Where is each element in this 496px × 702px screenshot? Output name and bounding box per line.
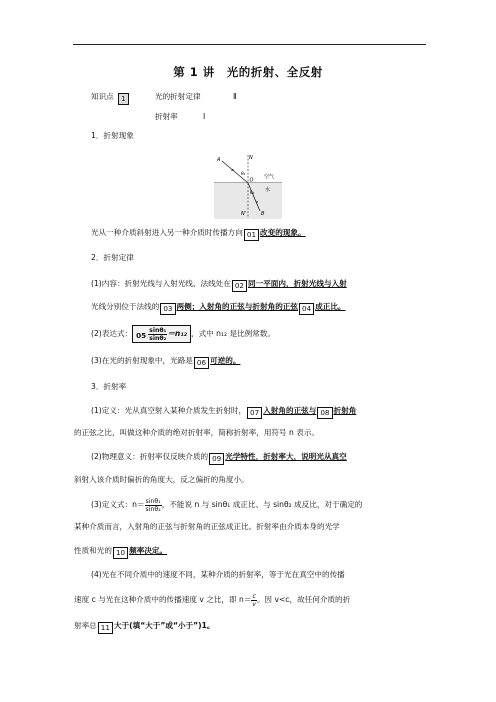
header-rule: [73, 44, 426, 45]
section-1-heading: 1．折射现象: [91, 131, 134, 140]
blank-number: 08: [317, 407, 332, 419]
answer-text: 两侧；入射角的正弦与折射角的正弦: [176, 302, 298, 311]
label-water: 水: [265, 187, 271, 193]
fraction: [148, 327, 167, 342]
knowledge-level-1: Ⅱ: [233, 92, 237, 101]
text: (1)定义：光从真空射入某种介质发生折射时，: [91, 406, 247, 415]
text: (3)在光的折射现象中，光路是: [91, 356, 193, 365]
knowledge-index: 1: [118, 93, 129, 105]
knowledge-point-line: [91, 92, 130, 105]
text: (3)定义式：n＝: [91, 500, 145, 509]
paragraph-meaning-line-2: 斜射入该介质时偏折的角度大，反之偏折的角度小。: [74, 475, 249, 484]
numerator: sinθ₁: [145, 497, 161, 505]
knowledge-label: 知识点: [91, 92, 114, 101]
answer-text: 频率决定。: [129, 546, 168, 555]
text: (2)物理意义：折射率仅反映介质的: [91, 452, 209, 461]
knowledge-level-2: Ⅰ: [203, 112, 206, 121]
label-theta1: θ₁: [241, 172, 246, 177]
paragraph-reversible: [91, 356, 240, 369]
formula-box: [132, 325, 191, 343]
paragraph-speed-line-3: [74, 621, 214, 634]
knowledge-item-2: 折射率: [155, 112, 178, 121]
equation-rhs: ＝n₁₂: [167, 329, 187, 338]
answer-text: 同一平面内，折射光线与入射: [248, 279, 347, 288]
label-O: O: [249, 177, 254, 184]
answer-text: 改变的现象。: [260, 228, 306, 237]
text: 速度 c 与光在这种介质中的传播速度 v 之比，即 n＝: [74, 595, 252, 604]
text: (1)内容：折射光线与入射光线、法线处在: [91, 279, 231, 288]
label-air: 空气: [264, 174, 275, 180]
blank-number: 10: [113, 547, 128, 559]
answer-text: 折射角: [333, 406, 357, 415]
blank-number: 09: [209, 453, 224, 465]
paragraph-formula-line-1: [91, 497, 362, 513]
paragraph-formula-line-2: 某种介质而言，入射角的正弦与折射角的正弦成正比。折射率由介质本身的光学: [74, 522, 340, 531]
text: 光从一种介质斜射进入另一种介质时传播方向: [91, 228, 243, 237]
numerator: sinθ₁: [149, 326, 167, 334]
section-2-heading: 2．折射定律: [91, 253, 134, 262]
denominator: sinθ₂: [145, 505, 161, 513]
lesson-title: 第 1 讲 光的折射、全反射: [173, 65, 323, 79]
text: 性质和光的: [74, 546, 112, 555]
paragraph-law-line-1: [91, 279, 347, 292]
text: 。因 v<c，故任何介质的折: [256, 595, 351, 604]
paragraph-refraction-phenomenon: [91, 228, 306, 241]
paragraph-expression: [91, 325, 275, 343]
text: 射率总: [74, 621, 97, 630]
denominator: sinθ₂: [149, 334, 167, 342]
paragraph-formula-line-3: [74, 546, 167, 559]
answer-text: 可逆的。: [210, 356, 241, 365]
paragraph-definition-line-1: [91, 406, 356, 419]
blank-number: 11: [98, 622, 113, 634]
paragraph-definition-line-2: 的正弦之比，叫做这种介质的绝对折射率，简称折射率，用符号 n 表示。: [74, 428, 320, 437]
blank-number: 04: [299, 303, 314, 315]
blank-number: 01: [244, 229, 259, 241]
paragraph-speed-line-2: [74, 592, 350, 608]
section-3-heading: 3．折射率: [91, 382, 127, 391]
answer-text: 光学特性，折射率大，说明光从真空: [225, 452, 347, 461]
paragraph-speed-line-1: (4)光在不同介质中的速度不同，某种介质的折射率，等于光在真空中的传播: [91, 570, 345, 579]
label-B: B: [261, 211, 265, 217]
label-theta2: θ₂: [250, 191, 255, 196]
knowledge-item-1: [155, 92, 201, 102]
blank-number: 06: [194, 357, 209, 369]
answer-text: 成正比。: [315, 302, 346, 311]
paragraph-meaning-line-1: [91, 452, 347, 465]
answer-text: 入射角的正弦与: [263, 406, 317, 415]
blank-number: 02: [232, 280, 247, 292]
denominator: v: [252, 600, 256, 608]
label-N-prime: N': [241, 211, 247, 217]
text: 光线分别位于法线的: [91, 302, 160, 311]
answer-text: 大于(填“大于”或“小于”)1。: [113, 621, 215, 630]
label-N: N: [249, 155, 253, 161]
text: ，不能说 n 与 sinθ₁ 成正比、与 sinθ₂ 成反比，对于确定的: [161, 500, 363, 509]
numerator: c: [252, 592, 256, 600]
fraction: [145, 498, 162, 513]
label-A: A: [217, 157, 221, 163]
knowledge-item-1-text: 光的折射定律: [155, 92, 201, 101]
paragraph-law-line-2: [91, 302, 346, 315]
refraction-diagram: [214, 153, 282, 219]
blank-number: 05: [136, 331, 147, 340]
blank-number: 03: [160, 303, 175, 315]
blank-number: 07: [247, 407, 262, 419]
text: ，式中 n₁₂ 是比例常数。: [190, 329, 276, 338]
text: (2)表达式：: [91, 329, 133, 338]
